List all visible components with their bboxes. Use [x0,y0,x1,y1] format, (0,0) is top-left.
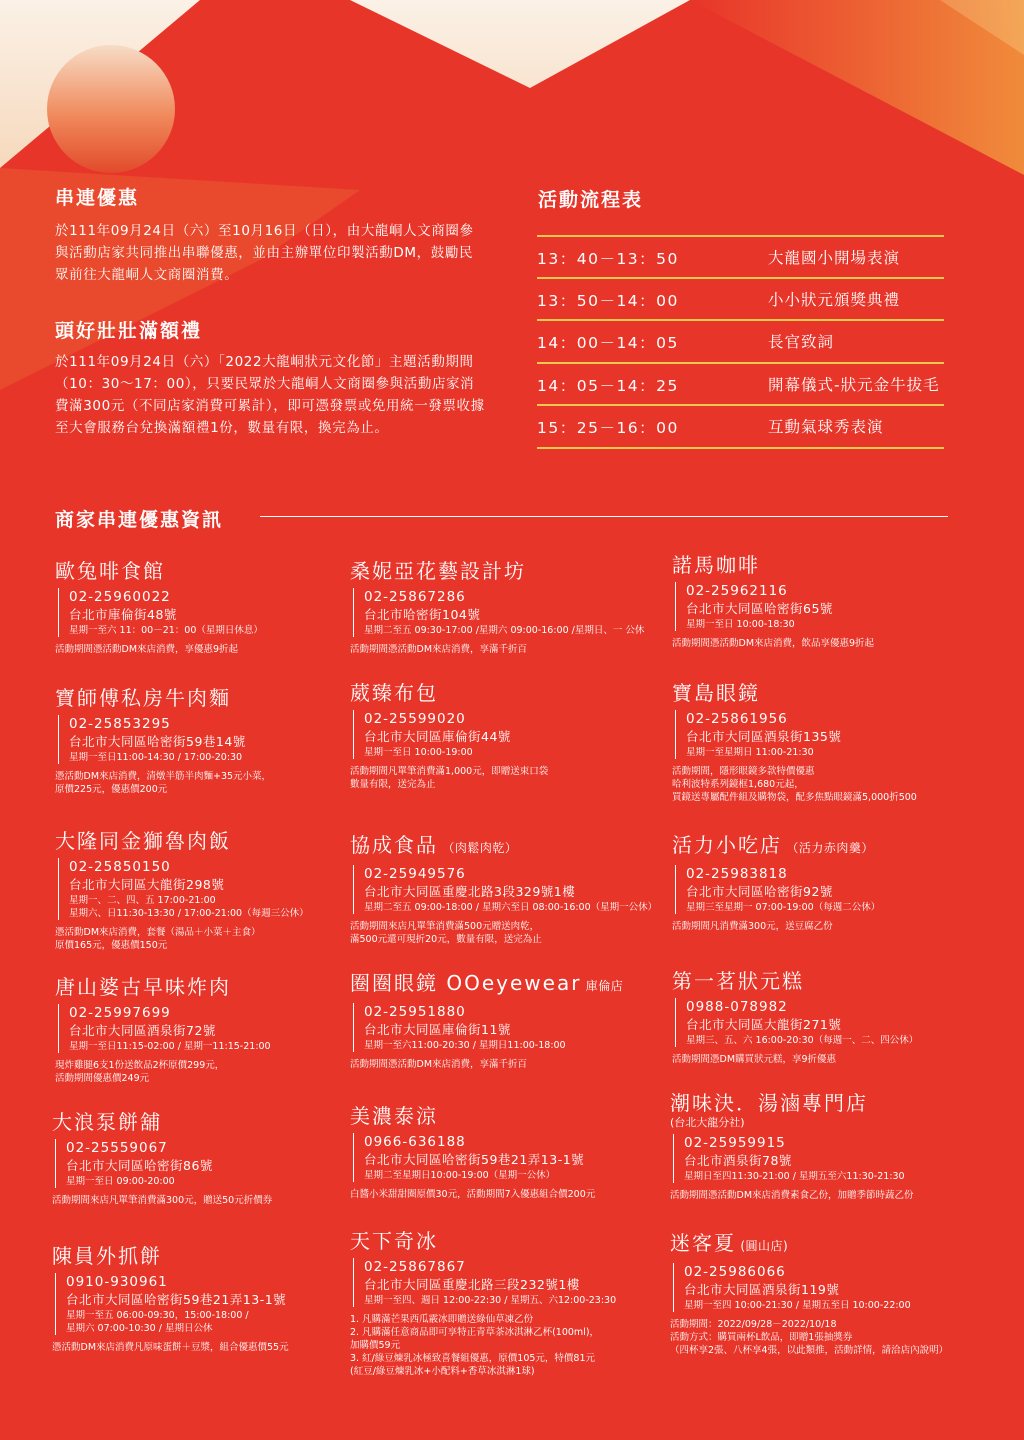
promo-text: 於111年09月24日（六）至10月16日（日），由大龍峒人文商圈參與活動店家共同推出串聯優惠，並由主辦單位印製活動DM，鼓勵民眾前往大龍峒人文商圈消費。 [55,223,474,283]
store-card [672,552,874,650]
schedule-row [537,319,944,363]
store-hours-line: 星期三、五、六 16:00-20:30（每週一、二、四公休） [686,1035,919,1046]
store-hours-line: 星期一至四、週日 12:00-22:30 / 星期五、六12:00-23:30 [364,1295,617,1306]
store-offer-line: 活動期間憑活動DM來店消費，飲品享優惠9折起 [672,638,875,649]
store-phone: 02-25983818 [686,866,788,882]
store-card [350,970,623,1071]
store-details [673,1134,914,1183]
store-details [58,588,263,637]
store-offer-line: 活動期間來店凡單筆消費滿500元贈送肉乾， [350,921,540,932]
schedule-end-rule [537,447,944,449]
store-name: 陳員外抓餅 [52,1244,162,1268]
store-address: 台北市大同區大龍街298號 [69,877,225,892]
store-phone: 0988-078982 [686,999,788,1015]
store-offer [55,1059,271,1085]
gift-title: 頭好壯壯滿額禮 [55,320,203,342]
store-tag: （肉鬆肉乾） [438,841,518,855]
store-offer-line: 憑活動DM來店消費，清燉半筋半肉麵+35元小菜， [55,771,272,782]
store-offer-line: 活動期間憑活動DM來店消費素食乙份，加贈季節時蔬乙份 [670,1190,914,1201]
store-hours [684,1299,948,1312]
store-details [58,715,271,764]
store-phone: 02-25962116 [686,583,788,599]
store-offer-line: 1. 凡購滿芒果西瓜霰冰即贈送綠仙草凍乙份 [350,1314,534,1325]
store-phone: 0910-930961 [66,1274,168,1290]
store-hours-line: 星期一至五 06:00-09:30，15:00-18:00 / [66,1310,249,1321]
store-offer [52,1341,289,1354]
store-offer-line: (紅豆/綠豆煉乳冰+小配料+香草冰淇淋1球) [350,1366,535,1377]
store-name: 大隆同金獅魯肉飯 [55,829,231,853]
store-hours [364,1169,595,1182]
store-address: 台北市大同區哈密街86號 [66,1158,213,1173]
store-details [55,1273,289,1335]
store-card [672,968,918,1066]
store-name: 迷客夏 (圓山店) [670,1231,789,1255]
store-details [353,1133,595,1182]
store-phone: 0966-636188 [364,1134,466,1150]
store-offer-line: 憑活動DM來店消費凡原味蛋餅＋豆漿，組合優惠價55元 [52,1342,289,1353]
store-offer-line: 原價225元，優惠價200元 [55,784,168,795]
store-offer-line: 活動期間憑活動DM來店消費，享優惠9折起 [55,644,239,655]
store-hours-line: 星期一至六 11：00－21：00（星期日休息） [69,625,263,636]
store-offer-line: 哈利波特系列鏡框1,680元起， [672,779,804,790]
store-phone: 02-25599020 [364,711,466,727]
gift-text: 於111年09月24日（六）「2022大龍峒狀元文化節」主題活動期間（10：30～17：00），只要民眾於大龍峒人文商圈參與活動店家消費滿300元（不同店家消費可累計），即可憑發票或免用統一發票收據至大會服務台兌換滿額禮1份，數量有限，換完為止。 [55,354,485,436]
store-phone: 02-25861956 [686,711,788,727]
store-hours [69,1040,271,1053]
store-offer [350,1188,595,1201]
store-hours [364,624,644,637]
store-details [353,1003,623,1052]
store-hours [686,746,917,759]
store-phone: 02-25853295 [69,716,171,732]
store-name: 葳臻布包 [350,681,438,705]
store-details [353,1258,616,1307]
schedule-program: 大龍國小開場表演 [768,249,901,267]
store-card [350,680,548,791]
store-offer-line: 活動期間，隱形眼鏡多款特價優惠 [672,766,815,777]
store-name: 潮味決．湯滷專門店 [670,1091,868,1115]
store-name: 寶島眼鏡 [672,681,760,705]
store-phone: 02-25559067 [66,1140,168,1156]
store-address: 台北市大同區哈密街92號 [686,884,833,899]
store-offer-line: 憑活動DM來店消費，套餐（湯品＋小菜＋主食） [55,927,261,938]
store-card [55,974,271,1085]
store-hours-line: 星期二至五 09:30-17:00 /星期六 09:00-16:00 /星期日、一 公休 [364,625,645,636]
store-name: 諾馬咖啡 [672,553,760,577]
store-address: 台北市大同區哈密街59巷14號 [69,734,246,749]
stores-title-rule [260,516,948,517]
store-phone: 02-25960022 [69,589,171,605]
store-details [673,1263,948,1312]
store-hours [69,751,271,764]
store-details [675,582,874,631]
store-details [675,710,917,759]
store-offer [672,765,917,804]
store-card [670,1090,914,1202]
store-card [52,1109,272,1207]
store-offer [350,765,548,791]
store-name: 美濃泰涼 [350,1104,438,1128]
store-name: 圈圈眼鏡 OOeyewear 庫倫店 [350,971,624,995]
store-offer-line: 活動期間憑活動DM來店消費，享滿千折百 [350,644,528,655]
store-details [58,858,309,920]
store-offer [52,1194,272,1207]
store-details [675,998,918,1047]
store-hours-line: 星期一至星期日 11:00-21:30 [686,747,814,758]
schedule-program: 小小狀元頒獎典禮 [768,291,901,309]
store-hours-line: 星期一至日11:00-14:30 / 17:00-20:30 [69,752,243,763]
store-offer-line: 活動期間優惠價249元 [55,1073,150,1084]
store-hours-line: 星期一至日11:15-02:00 / 星期一11:15-21:00 [69,1041,271,1052]
store-card [670,1230,948,1357]
schedule-row [537,277,944,321]
store-card [55,828,309,952]
store-offer-line: 3. 紅/綠豆煉乳冰極致喜餐組優惠，原價105元，特價81元 [350,1353,596,1364]
store-name: 第一茗狀元糕 [672,969,804,993]
store-offer [55,643,263,656]
store-branch: (台北大龍分社) [670,1116,745,1129]
store-hours-line: 星期六、日11:30-13:30 / 17:00-21:00（每週三公休） [69,908,309,919]
store-hours-line: 星期一至日 09:00-20:00 [66,1176,175,1187]
store-hours-line: 星期一、二、四、五 17:00-21:00 [69,895,216,906]
store-phone: 02-25951880 [364,1004,466,1020]
store-card [55,558,263,656]
store-name: 協成食品 （肉鬆肉乾） [350,833,518,857]
store-offer-line: （四杯享2張、八杯享4張，以此類推，活動詳情，請洽店內說明） [670,1345,949,1356]
schedule-row [537,404,944,448]
store-address: 台北市哈密街104號 [364,607,481,622]
schedule-time: 13：40－13：50 [537,250,679,268]
store-card [672,832,880,933]
store-phone: 02-25867867 [364,1259,466,1275]
store-address: 台北市大同區酒泉街119號 [684,1282,840,1297]
store-address: 台北市大同區大龍街271號 [686,1017,842,1032]
store-offer [670,1318,948,1357]
store-offer-line: 現炸雞腿6支1份送飲品2杯原價299元， [55,1060,225,1071]
store-offer [350,1313,616,1378]
store-hours [686,1034,918,1047]
store-hours-line: 星期二至五 09:00-18:00 / 星期六至日 08:00-16:00（星期一公休） [364,902,658,913]
schedule-time: 14：05－14：25 [537,377,679,395]
store-hours-line: 星期六 07:00-10:30 / 星期日公休 [66,1323,213,1334]
schedule-program: 互動氣球秀表演 [768,418,884,436]
store-name: 桑妮亞花藝設計坊 [350,559,526,583]
store-phone: 02-25867286 [364,589,466,605]
schedule-time: 14：00－14：05 [537,334,679,352]
schedule-program: 開幕儀式-狀元金牛拔毛 [768,376,940,394]
store-hours [364,746,548,759]
store-phone: 02-25850150 [69,859,171,875]
store-address: 台北市大同區哈密街59巷21弄13-1號 [364,1152,585,1167]
sun-shape [47,45,175,173]
store-offer [350,643,644,656]
store-name: 歐兔啡食館 [55,559,165,583]
store-offer-line: 活動方式：購買兩杯L飲品，即贈1張抽獎券 [670,1332,853,1343]
store-offer-line: 活動期間來店凡單筆消費滿300元，贈送50元折價券 [52,1195,273,1206]
store-offer-line: 活動期間凡單筆消費滿1,000元，即贈送束口袋 [350,766,549,777]
store-address: 台北市庫倫街48號 [69,607,177,622]
store-address: 台北市大同區庫倫街11號 [364,1022,511,1037]
store-phone: 02-25986066 [684,1264,786,1280]
store-offer [350,920,657,946]
store-offer-line: 買鏡送專屬配件組及購物袋，配多焦點眼鏡滿5,000折500 [672,792,917,803]
schedule-row [537,362,944,406]
schedule-time: 15：25－16：00 [537,419,679,437]
store-name: 大浪泵餅舖 [52,1110,162,1134]
store-details [58,1004,271,1053]
store-offer [55,770,271,796]
store-hours [364,1294,616,1307]
store-offer-line: 活動期間憑活動DM來店消費，享滿千折百 [350,1059,528,1070]
store-hours-line: 星期三至星期一 07:00-19:00（每週二公休） [686,902,881,913]
store-card [55,685,271,796]
store-address: 台北市大同區哈密街59巷21弄13-1號 [66,1292,287,1307]
store-card [350,832,657,946]
store-hours [69,624,263,637]
store-tag: 庫倫店 [581,979,624,993]
promo-title: 串連優惠 [55,187,140,209]
schedule-row [537,235,944,279]
store-offer [672,637,874,650]
store-phone: 02-25997699 [69,1005,171,1021]
store-card [350,558,644,656]
store-offer [672,1053,918,1066]
store-offer [672,920,880,933]
store-offer-line: 活動期間憑DM購買狀元糕，享9折優惠 [672,1054,837,1065]
schedule-time: 13：50－14：00 [537,292,679,310]
store-offer-line: 白醬小米甜甜圈原價30元，活動期間7入優惠組合價200元 [350,1189,596,1200]
schedule-title: 活動流程表 [538,189,644,211]
store-card [350,1228,616,1378]
store-offer-line: 滿500元還可現折20元，數量有限，送完為止 [350,934,542,945]
store-offer-line: 原價165元，優惠價150元 [55,940,168,951]
store-hours [684,1170,914,1183]
store-name: 活力小吃店 （活力赤肉羹） [672,833,874,857]
store-hours-line: 星期日至四11:30-21:00 / 星期五至六11:30-21:30 [684,1171,905,1182]
store-offer [350,1058,623,1071]
store-hours [686,901,880,914]
store-details [675,865,880,914]
store-address: 台北市大同區重慶北路3段329號1樓 [364,884,576,899]
store-hours [686,618,874,631]
store-address: 台北市大同區哈密街65號 [686,601,833,616]
store-hours [66,1175,272,1188]
store-address: 台北市大同區酒泉街135號 [686,729,842,744]
store-offer-line: 活動期間：2022/09/28－2022/10/18 [670,1319,837,1330]
store-card [672,680,917,804]
store-name: 天下奇冰 [350,1229,438,1253]
store-tag: (圓山店) [736,1239,789,1253]
store-address: 台北市大同區酒泉街72號 [69,1023,216,1038]
store-hours [69,894,309,920]
store-offer-line: 數量有限，送完為止 [350,779,436,790]
store-phone: 02-25959915 [684,1135,786,1151]
store-offer [55,926,309,952]
store-card [350,1103,595,1201]
store-card [52,1243,289,1354]
store-address: 台北市大同區庫倫街44號 [364,729,511,744]
store-hours [364,1039,623,1052]
store-hours-line: 星期二至星期日10:00-19:00（星期一公休） [364,1170,556,1181]
store-hours-line: 星期一至四 10:00-21:30 / 星期五至日 10:00-22:00 [684,1300,911,1311]
store-hours-line: 星期一至六11:00-20:30 / 星期日11:00-18:00 [364,1040,566,1051]
store-offer [670,1189,914,1202]
store-hours [66,1309,289,1335]
store-offer-line: 活動期間凡消費滿300元，送豆腐乙份 [672,921,833,932]
store-hours-line: 星期一至日 10:00-19:00 [364,747,473,758]
store-tag: （活力赤肉羹） [782,841,874,855]
stores-title: 商家串連優惠資訊 [55,509,224,531]
store-phone: 02-25949576 [364,866,466,882]
store-details [353,588,644,637]
store-details [353,710,548,759]
store-address: 台北市酒泉街78號 [684,1153,792,1168]
store-details [353,865,657,914]
store-hours-line: 星期一至日 10:00-18:30 [686,619,795,630]
store-name: 唐山婆古早味炸肉 [55,975,231,999]
store-address: 台北市大同區重慶北路三段232號1樓 [364,1277,580,1292]
store-name: 寶師傅私房牛肉麵 [55,686,231,710]
store-offer-line: 加購價59元 [350,1340,401,1351]
store-details [55,1139,272,1188]
schedule-program: 長官致詞 [768,333,835,351]
store-hours [364,901,657,914]
store-offer-line: 2. 凡購滿任意商品即可享特正青草茶冰淇淋乙杯(100ml)， [350,1327,600,1338]
